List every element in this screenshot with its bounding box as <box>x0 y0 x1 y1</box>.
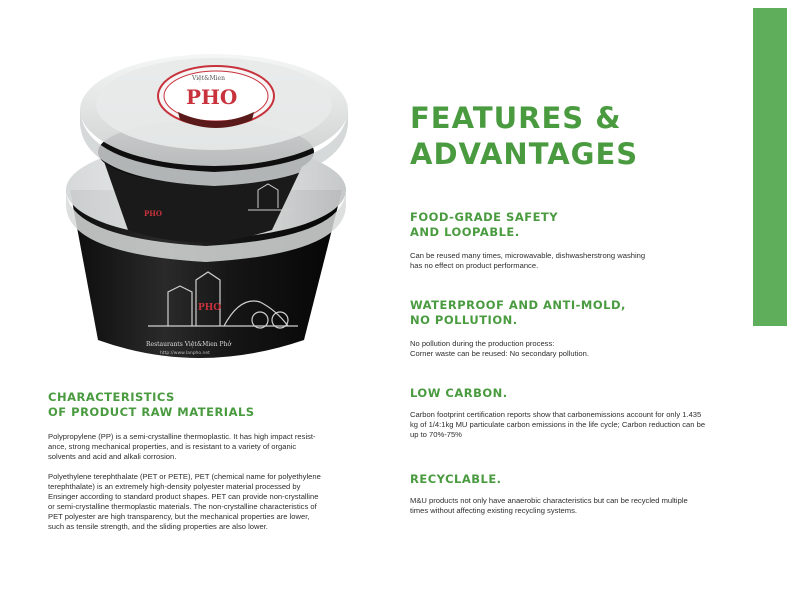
bowl-url: http://www.lanpho.net <box>160 351 210 356</box>
feature-heading <box>410 386 748 401</box>
paragraph-line: such as tensile strength, and the sliding properties are also lower. <box>48 522 268 531</box>
title-line-2: ADVANTAGES <box>410 137 639 171</box>
feature-body <box>410 496 748 516</box>
characteristics-paragraph-pet <box>48 472 368 532</box>
lid-brand: Việt&Mien <box>192 75 225 82</box>
feature-heading-line: RECYCLABLE. <box>410 472 502 486</box>
feature-body-line: has no effect on product performance. <box>410 261 539 270</box>
feature-waterproof <box>410 298 748 359</box>
paragraph-line: solvents and acid and alkali corrosion. <box>48 452 177 461</box>
paragraph-line: or semi-crystalline thermoplastic materials. The non-crystalline characteristics of <box>48 502 317 511</box>
bowl-text: Restaurants Việt&Mien Phở <box>146 341 232 348</box>
feature-body-line: Corner waste can be reused: No secondary pollution. <box>410 349 589 358</box>
feature-body <box>410 410 748 440</box>
paragraph-line: terephthalate) is an extremely high-density polyester material processed by <box>48 482 301 491</box>
paragraph-line: Ensinger according to standard product shapes. PET can provide non-crystalline <box>48 492 319 501</box>
paragraph-line: PET polyester are high transparency, but the mechanical properties are lower, <box>48 512 310 521</box>
feature-heading-line: AND LOOPABLE. <box>410 225 520 239</box>
small-bowl-logo: PHO <box>144 209 162 218</box>
title-line-1: FEATURES & <box>410 101 622 135</box>
feature-body-line: up to 70%-75% <box>410 430 462 439</box>
feature-body-line: Carbon footprint certification reports show that carbonemissions account for only 1.435 <box>410 410 702 419</box>
paragraph-line: ance, strong mechanical properties, and is resistant to a variety of organic <box>48 442 297 451</box>
lid-logo: PHO <box>186 85 238 109</box>
feature-recyclable <box>410 472 748 516</box>
feature-body-line: kg of 1/4:1kg MU particulate carbon emissions in the life cycle; Carbon reduction can be <box>410 420 706 429</box>
characteristics-heading-line: CHARACTERISTICS <box>48 390 175 404</box>
feature-food-grade-safety <box>410 210 748 271</box>
feature-heading <box>410 472 748 487</box>
feature-low-carbon <box>410 386 748 440</box>
paragraph-line: Polyethylene terephthalate (PET or PETE), PET (chemical name for polyethylene <box>48 472 321 481</box>
feature-body-line: M&U products not only have anaerobic characteristics but can be recycled multiple <box>410 496 688 505</box>
feature-body-line: No pollution during the production process: <box>410 339 555 348</box>
feature-body-line: Can be reused many times, microwavable, dishwasherstrong washing <box>410 251 646 260</box>
bowl-logo: PHO <box>198 303 222 313</box>
feature-body <box>410 339 748 359</box>
feature-heading <box>410 298 748 328</box>
feature-heading-line: NO POLLUTION. <box>410 313 518 327</box>
characteristics-heading <box>48 390 368 420</box>
feature-heading-line: WATERPROOF AND ANTI-MOLD, <box>410 298 626 312</box>
characteristics-heading-line: OF PRODUCT RAW MATERIALS <box>48 405 255 419</box>
characteristics-paragraph-pp <box>48 432 368 462</box>
feature-heading-line: FOOD-GRADE SAFETY <box>410 210 559 224</box>
paragraph-line: Polypropylene (PP) is a semi-crystalline thermoplastic. It has high impact resist- <box>48 432 316 441</box>
feature-heading <box>410 210 748 240</box>
feature-heading-line: LOW CARBON. <box>410 386 508 400</box>
characteristics-section <box>48 390 368 532</box>
green-side-bar <box>753 8 787 326</box>
page-title <box>410 100 638 172</box>
feature-body-line: times without affecting existing recycling systems. <box>410 506 577 515</box>
feature-body <box>410 251 748 271</box>
product-image-bowls <box>48 40 360 376</box>
